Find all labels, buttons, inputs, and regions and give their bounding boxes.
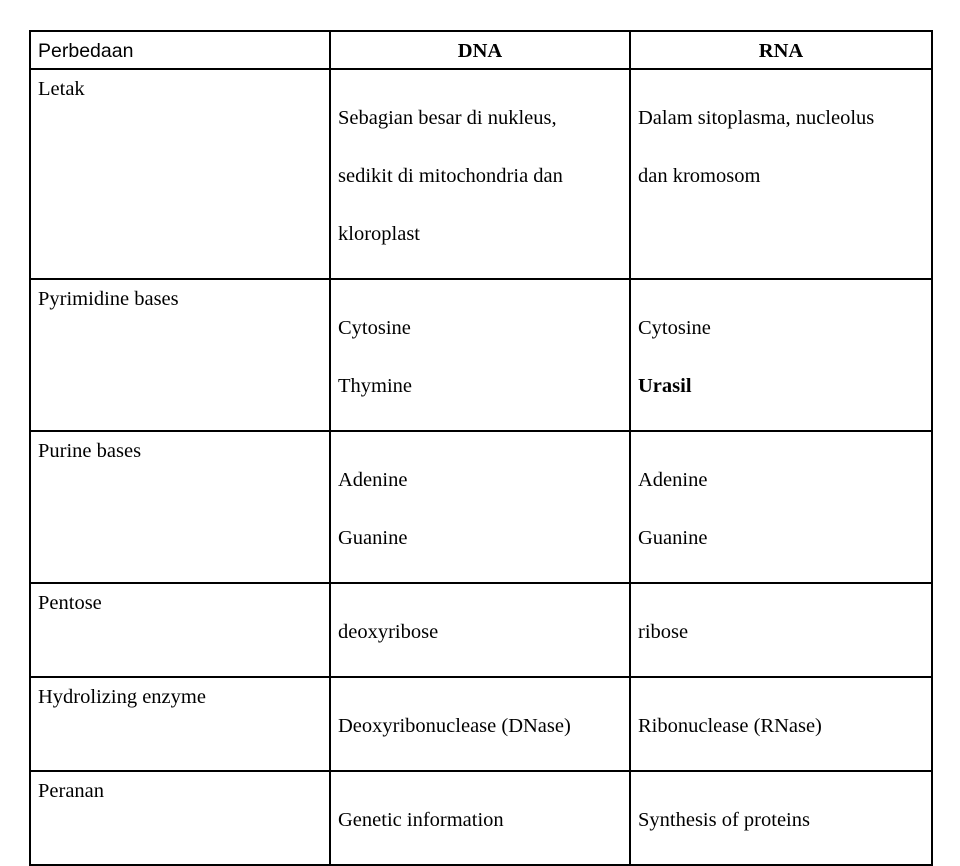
row-label: Peranan [30, 771, 330, 865]
cell-line-emphasis: Urasil [638, 375, 692, 397]
cell-line: kloroplast [338, 223, 420, 245]
cell-line: ribose [638, 621, 689, 643]
row-label: Letak [30, 69, 330, 279]
row-label: Pentose [30, 583, 330, 677]
row-label: Purine bases [30, 431, 330, 583]
cell-line: Guanine [638, 527, 708, 549]
table-row [30, 279, 932, 431]
table-row [30, 677, 932, 771]
cell-line: Cytosine [638, 317, 711, 339]
rna-cell [630, 431, 932, 583]
rna-cell [630, 677, 932, 771]
cell-line: Adenine [338, 469, 408, 491]
row-label: Pyrimidine bases [30, 279, 330, 431]
header-dna: DNA [330, 31, 630, 69]
cell-line: dan kromosom [638, 165, 761, 187]
dna-cell [330, 69, 630, 279]
table-row [30, 431, 932, 583]
cell-line: Guanine [338, 527, 408, 549]
table-row [30, 583, 932, 677]
header-perbedaan: Perbedaan [30, 31, 330, 69]
cell-line: Deoxyribonuclease (DNase) [338, 715, 571, 737]
cell-line: deoxyribose [338, 621, 439, 643]
cell-line: Cytosine [338, 317, 411, 339]
cell-line: Ribonuclease (RNase) [638, 715, 822, 737]
rna-cell [630, 771, 932, 865]
header-rna: RNA [630, 31, 932, 69]
row-label: Hydrolizing enzyme [30, 677, 330, 771]
cell-line: Adenine [638, 469, 708, 491]
table-header-row [30, 31, 932, 69]
dna-cell [330, 583, 630, 677]
cell-line: Sebagian besar di nukleus, [338, 107, 557, 129]
dna-cell [330, 279, 630, 431]
rna-cell [630, 279, 932, 431]
dna-cell [330, 677, 630, 771]
table-row [30, 771, 932, 865]
dna-cell [330, 431, 630, 583]
rna-cell [630, 69, 932, 279]
table-row [30, 69, 932, 279]
comparison-table [29, 30, 933, 866]
dna-cell [330, 771, 630, 865]
cell-line: Dalam sitoplasma, nucleolus [638, 107, 875, 129]
cell-line: Genetic information [338, 809, 504, 831]
cell-line: sedikit di mitochondria dan [338, 165, 563, 187]
cell-line: Synthesis of proteins [638, 809, 810, 831]
cell-line: Thymine [338, 375, 413, 397]
rna-cell [630, 583, 932, 677]
